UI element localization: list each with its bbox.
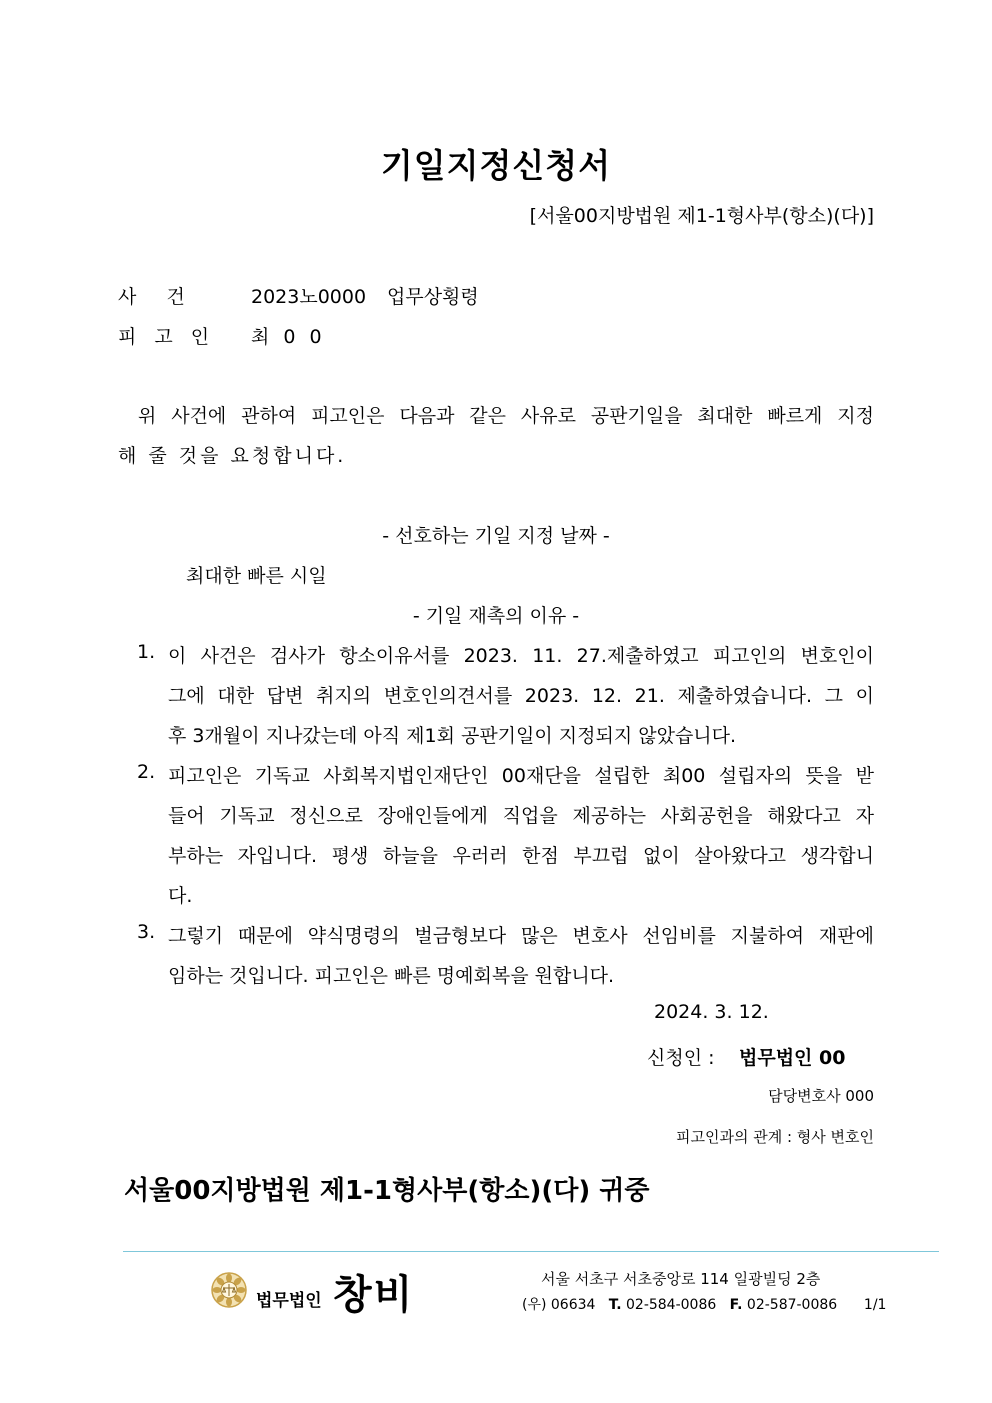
- reason-line: 그렇기 때문에 약식명령의 벌금형보다 많은 변호사 선임비를 지불하여 재판에: [168, 925, 874, 947]
- firm-contact: [522, 1294, 886, 1314]
- preferred-date-value: 최대한 빠른 시일: [186, 565, 327, 587]
- case-name: 업무상횡령: [387, 286, 479, 308]
- case-label: 사 건: [118, 286, 185, 308]
- case-number: 2023노0000: [251, 286, 367, 308]
- reason-line: 그에 대한 답변 취지의 변호인의견서를 2023. 12. 21. 제출하였습니다. 그 이: [168, 685, 874, 707]
- intro-line-1: 위 사건에 관하여 피고인은 다음과 같은 사유로 공판기일을 최대한 빠르게 지정: [138, 405, 874, 427]
- relation-to-defendant: 피고인과의 관계 : 형사 변호인: [675, 1128, 874, 1146]
- court-reference: [서울00지방법원 제1-1형사부(항소)(다)]: [529, 205, 874, 227]
- page-number: 1/1: [863, 1297, 887, 1313]
- defendant-label: 피 고 인: [118, 326, 216, 348]
- document-title: 기일지정신청서: [380, 146, 612, 185]
- reason-line: 이 사건은 검사가 항소이유서를 2023. 11. 27.제출하였고 피고인의 변호인이: [168, 645, 874, 667]
- reason-number: 2.: [137, 761, 156, 783]
- reason-line: 들어 기독교 정신으로 장애인들에게 직업을 제공하는 사회공헌을 해왔다고 자: [168, 805, 874, 827]
- tel-number: 02-584-0086: [626, 1297, 717, 1313]
- tel-label: T.: [608, 1297, 622, 1313]
- reason-line: 후 3개월이 지나갔는데 아직 제1회 공판기일이 지정되지 않았습니다.: [168, 725, 737, 747]
- fax-label: F.: [729, 1297, 743, 1313]
- reason-line: 임하는 것입니다. 피고인은 빠른 명예회복을 원합니다.: [168, 965, 615, 987]
- reason-number: 1.: [137, 641, 156, 663]
- reason-number: 3.: [137, 921, 156, 943]
- applicant-label: 신청인 :: [647, 1047, 715, 1069]
- intro-line-2: 해 줄 것을 요청합니다.: [118, 445, 347, 467]
- footer-divider: [123, 1251, 939, 1252]
- filing-date: 2024. 3. 12.: [654, 1001, 769, 1023]
- reason-heading: - 기일 재촉의 이유 -: [412, 605, 580, 627]
- postal-code: (우) 06634: [522, 1297, 596, 1313]
- applicant-name: 법무법인 00: [739, 1047, 846, 1069]
- firm-name-logo: 창비: [333, 1271, 415, 1318]
- firm-prefix: 법무법인: [256, 1291, 322, 1311]
- reason-line: 피고인은 기독교 사회복지법인재단인 00재단을 설립한 최00 설립자의 뜻을 받: [168, 765, 874, 787]
- reason-line: 다.: [168, 885, 193, 907]
- preferred-date-heading: - 선호하는 기일 지정 날짜 -: [382, 525, 610, 547]
- law-firm-seal-icon: [211, 1272, 247, 1308]
- defendant-name: 최 0 0: [251, 326, 326, 348]
- recipient-court: 서울00지방법원 제1-1형사부(항소)(다) 귀중: [124, 1176, 650, 1206]
- firm-address: 서울 서초구 서초중앙로 114 일광빌딩 2층: [541, 1270, 821, 1288]
- fax-number: 02-587-0086: [746, 1297, 838, 1313]
- attorney-in-charge: 담당변호사 000: [768, 1087, 874, 1105]
- reason-line: 부하는 자입니다. 평생 하늘을 우러러 한점 부끄럽 없이 살아왔다고 생각합니: [168, 845, 874, 867]
